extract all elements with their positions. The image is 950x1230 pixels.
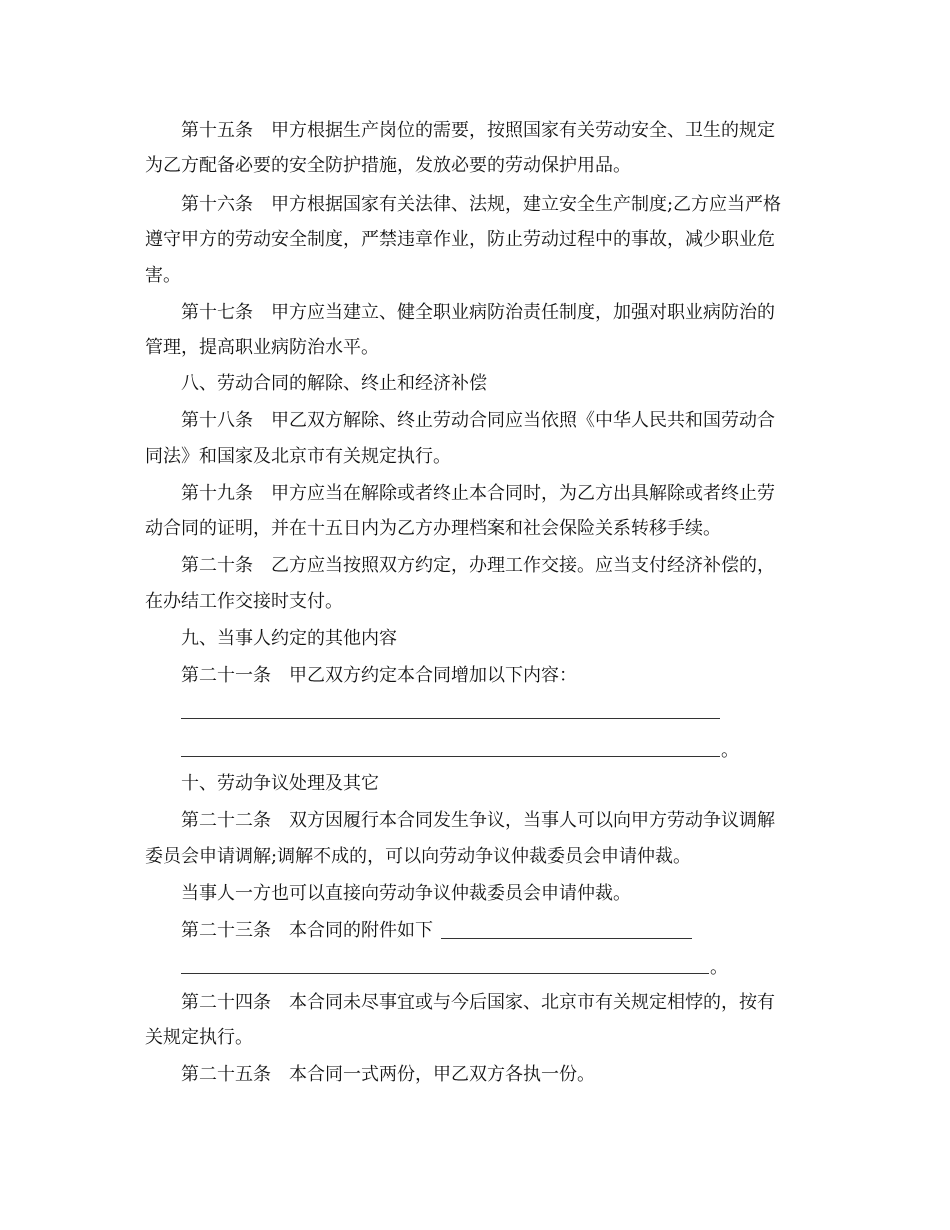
para-19-line-1: 第十九条 甲方应当在解除或者终止本合同时，为乙方出具解除或者终止劳	[181, 483, 775, 504]
para-18-line-2: 同法》和国家及北京市有关规定执行。	[145, 446, 451, 467]
para-23-line-1: 第二十三条 本合同的附件如下	[181, 920, 433, 941]
para-21-line-1: 第二十一条 甲乙双方约定本合同增加以下内容：	[181, 665, 577, 686]
para-24-line-2: 关规定执行。	[145, 1027, 253, 1048]
para-18-line-1: 第十八条 甲乙双方解除、终止劳动合同应当依照《中华人民共和国劳动合	[181, 410, 775, 431]
fill-in-blank-1[interactable]	[181, 718, 720, 719]
fill-in-blank-2[interactable]	[181, 756, 720, 757]
para-20-line-1: 第二十条 乙方应当按照双方约定，办理工作交接。应当支付经济补偿的，	[181, 555, 775, 576]
para-20-line-2: 在办结工作交接时支付。	[145, 591, 343, 612]
para-15-line-2: 为乙方配备必要的安全防护措施，发放必要的劳动保护用品。	[145, 155, 631, 176]
para-22-line-2: 委员会申请调解;调解不成的，可以向劳动争议仲裁委员会申请仲裁。	[145, 846, 692, 867]
para-17-line-2: 管理，提高职业病防治水平。	[145, 337, 379, 358]
para-24-line-1: 第二十四条 本合同未尽事宜或与今后国家、北京市有关规定相悖的，按有	[181, 992, 775, 1013]
fill-in-blank-4[interactable]	[181, 973, 709, 974]
para-16-line-3: 害。	[145, 265, 181, 286]
para-16-line-1: 第十六条 甲方根据国家有关法律、法规，建立安全生产制度;乙方应当严格	[181, 194, 782, 215]
para-22-line-3: 当事人一方也可以直接向劳动争议仲裁委员会申请仲裁。	[181, 883, 631, 904]
blank-2-period: 。	[721, 740, 739, 761]
fill-in-blank-3[interactable]	[441, 938, 692, 939]
para-22-line-1: 第二十二条 双方因履行本合同发生争议，当事人可以向甲方劳动争议调解	[181, 810, 775, 831]
para-15-line-1: 第十五条 甲方根据生产岗位的需要，按照国家有关劳动安全、卫生的规定	[181, 120, 775, 141]
blank-4-period: 。	[710, 957, 728, 978]
para-19-line-2: 动合同的证明，并在十五日内为乙方办理档案和社会保险关系转移手续。	[145, 518, 721, 539]
section-8-heading: 八、劳动合同的解除、终止和经济补偿	[181, 373, 487, 394]
section-9-heading: 九、当事人约定的其他内容	[181, 628, 397, 649]
para-16-line-2: 遵守甲方的劳动安全制度，严禁违章作业，防止劳动过程中的事故，减少职业危	[145, 229, 775, 250]
para-25-line-1: 第二十五条 本合同一式两份，甲乙双方各执一份。	[181, 1064, 595, 1085]
para-17-line-1: 第十七条 甲方应当建立、健全职业病防治责任制度，加强对职业病防治的	[181, 302, 775, 323]
section-10-heading: 十、劳动争议处理及其它	[181, 773, 379, 794]
